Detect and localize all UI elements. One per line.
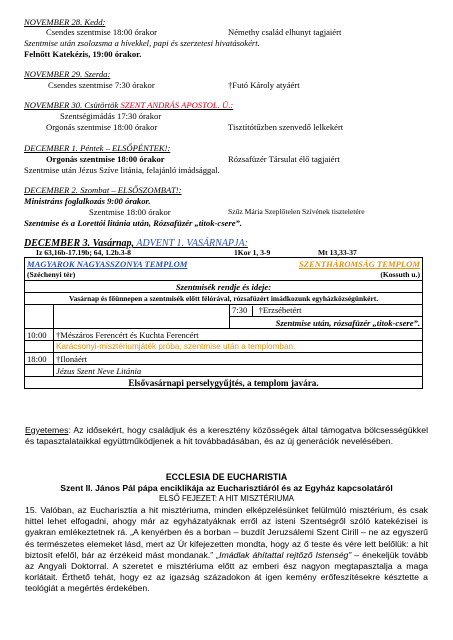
- mass-intent: Szűz Mária Szeplőtelen Szívének tiszteletére: [228, 207, 365, 216]
- prayer-intention: [25, 425, 428, 447]
- hymn-quote: „Imádlak áhítattal rejtőző Istenség”: [216, 549, 352, 560]
- mass-intent: Rózsafüzér Társulat élő tagjaiért: [228, 154, 340, 164]
- sunday-schedule-table: [24, 257, 423, 389]
- reading-3: Mt 13,33-37: [318, 248, 357, 257]
- church-right-name: SZENTHÁROMSÁG TEMPLOM: [298, 258, 420, 269]
- reading-2: 1Kor 1, 3-9: [234, 248, 271, 257]
- church-right-sub-cell: [230, 269, 423, 281]
- paragraph-text: 15. Valóban, az Eucharisztia a hit misztériuma, minden elképzelésünket felülmúló misztérium, és csak hittel lehet elfogadni, ahogy már az egyházatyáknak erről az isteni Szentségről szóló katekézisei is gyakran emlékeztetnek rá. „A kenyérben és a borban – buzdít Jeruzsálemi Szent Cirill – ne az egyszerű és természetes elemeket lásd, mert az Úr kifejezetten mondta, hogy az ő teste és vére lett belőlük: a hit biztosít efelől, bár az érzékeid mást mondanak.”: [25, 505, 428, 560]
- note-line: Szentmise után Jézus Szíve litánia, felajánló imádsággal.: [24, 165, 220, 175]
- right-after-note: Szentmise után, rózsafüzér „titok-csere”.: [230, 317, 423, 329]
- mass-intent-cell: †Ilonáért: [54, 353, 423, 365]
- church-right-cell: [230, 258, 423, 270]
- encyclical-subtitle: Szent II. János Pál pápa enciklikája az Eucharisztiáról és az Egyház kapcsolatáról: [60, 483, 393, 493]
- empty-cell: [25, 341, 54, 353]
- church-left-name: MAGYAROK NAGYASSZONYA TEMPLOM: [27, 258, 188, 269]
- prayer-intention-text: : Az idősekért, hogy családjuk és a keresztény közösségek által támogatva bölcsességükkel és tapasztalataikkal együttműködjenek a hit továbbadásában, és az új generációk nevelésében.: [25, 425, 428, 447]
- church-left-sub-cell: [25, 269, 230, 281]
- feast-name: SZENT ANDRÁS APOSTOL. Ü.:: [118, 100, 234, 110]
- mass-time-cell: 10:00: [25, 329, 54, 341]
- note-line: Szentmise után zsolozsma a hívekkel, papi és szerzetesi hivatásokért.: [24, 38, 260, 48]
- rosary-note: Vasárnap és főünnepen a szentmisék előtt félórával, rózsafüzért imádkozunk egyházközségünkért.: [25, 293, 423, 305]
- mass-intent-cell: †Mészáros Ferencért és Kuchta Ferencért: [54, 329, 423, 341]
- day-header-dec1: DECEMBER 1. Péntek – ELSŐPÉNTEK!:: [24, 143, 171, 153]
- sunday-header-text: DECEMBER 3. Vasárnap,: [24, 238, 135, 249]
- church-right-address: (Kossuth u.): [380, 270, 420, 279]
- mass-time: Csendes szentmise 7:30 órakor: [48, 80, 155, 90]
- reading-1: Iz 63,16b-17.19b; 64, 1.2b.3-8: [36, 248, 131, 257]
- day-header-nov29: NOVEMBER 29. Szerda:: [24, 69, 111, 79]
- mass-time: Csendes szentmise 18:00 órakor: [46, 27, 157, 37]
- sunday-title: ADVENT 1. VASÁRNAPJA:: [134, 238, 248, 249]
- mass-time-cell: 18:00: [25, 353, 54, 365]
- encyclical-paragraph: [25, 505, 428, 595]
- catechesis-line: Felnőtt Katekézis, 19:00 órakor.: [24, 49, 142, 59]
- paragraph-text-2: – énekeljük tovább az Angyali Doktorral. A szeretet e misztériuma előtt az emberi ész nagyon megtapasztalja a maga korlátait. Érthető tehát, hogy ez az igazság századokon át igen kemény erőfeszítésekre késztette a teológiát a megértés érdekében.: [25, 549, 428, 594]
- day-header-nov28: NOVEMBER 28. Kedd:: [24, 17, 106, 27]
- empty-cell: [25, 305, 54, 317]
- litany-cell: Jézus Szent Neve Litánia: [54, 365, 423, 377]
- empty-cell: [54, 317, 230, 329]
- chapter-title: ELSŐ FEJEZET: A HIT MISZTÉRIUMA: [158, 494, 295, 503]
- adoration-time: Szentségimádás 17:30 órakor: [60, 111, 162, 121]
- empty-cell: [25, 317, 54, 329]
- ministrant-line: Ministráns foglalkozás 9:00 órakor.: [24, 196, 151, 206]
- mass-time: Szentmise 18:00 órakor: [89, 207, 171, 217]
- mass-intent: †Futó Károly atyáért: [228, 80, 300, 90]
- cell-divider: [252, 306, 253, 316]
- day-header-text: NOVEMBER 30. Csütörtök: [24, 100, 119, 110]
- day-header-nov30: [24, 100, 233, 110]
- collection-note: Elsővasárnapi perselygyűjtés, a templom javára.: [25, 377, 423, 389]
- church-left-cell: [25, 258, 230, 270]
- empty-cell: [25, 365, 54, 377]
- prayer-intention-label: Egyetemes: [25, 425, 69, 435]
- mass-time: Orgonás szentmise 18:00 órakor: [46, 154, 165, 164]
- mass-intent: Némethy család elhunyt tagjaiért: [228, 27, 342, 37]
- mass-intent: Tisztítótűzben szenvedő lelkekért: [228, 122, 344, 132]
- empty-cell: [54, 305, 230, 317]
- right-mass-time: 7:30: [232, 305, 248, 315]
- day-header-dec2: DECEMBER 2. Szombat – ELSŐSZOMBAT!:: [24, 185, 182, 195]
- mass-time: Orgonás szentmise 18:00 órakor: [46, 122, 158, 132]
- rosary-line: Szentmise és a Lorettói litánia után, Rózsafüzér „titok-csere”.: [24, 218, 242, 228]
- right-mass-intent: †Erzsébetért: [258, 305, 302, 315]
- right-mass-cell: [230, 305, 423, 317]
- encyclical-title: ECCLESIA DE EUCHARISTIA: [165, 472, 288, 482]
- order-title: Szentmisék rendje és ideje:: [25, 281, 423, 293]
- play-rehearsal-note: Karácsonyi-misztériumjáték próba, szentmise után a templomban.: [54, 341, 423, 353]
- church-left-address: (Széchenyi tér): [27, 270, 76, 279]
